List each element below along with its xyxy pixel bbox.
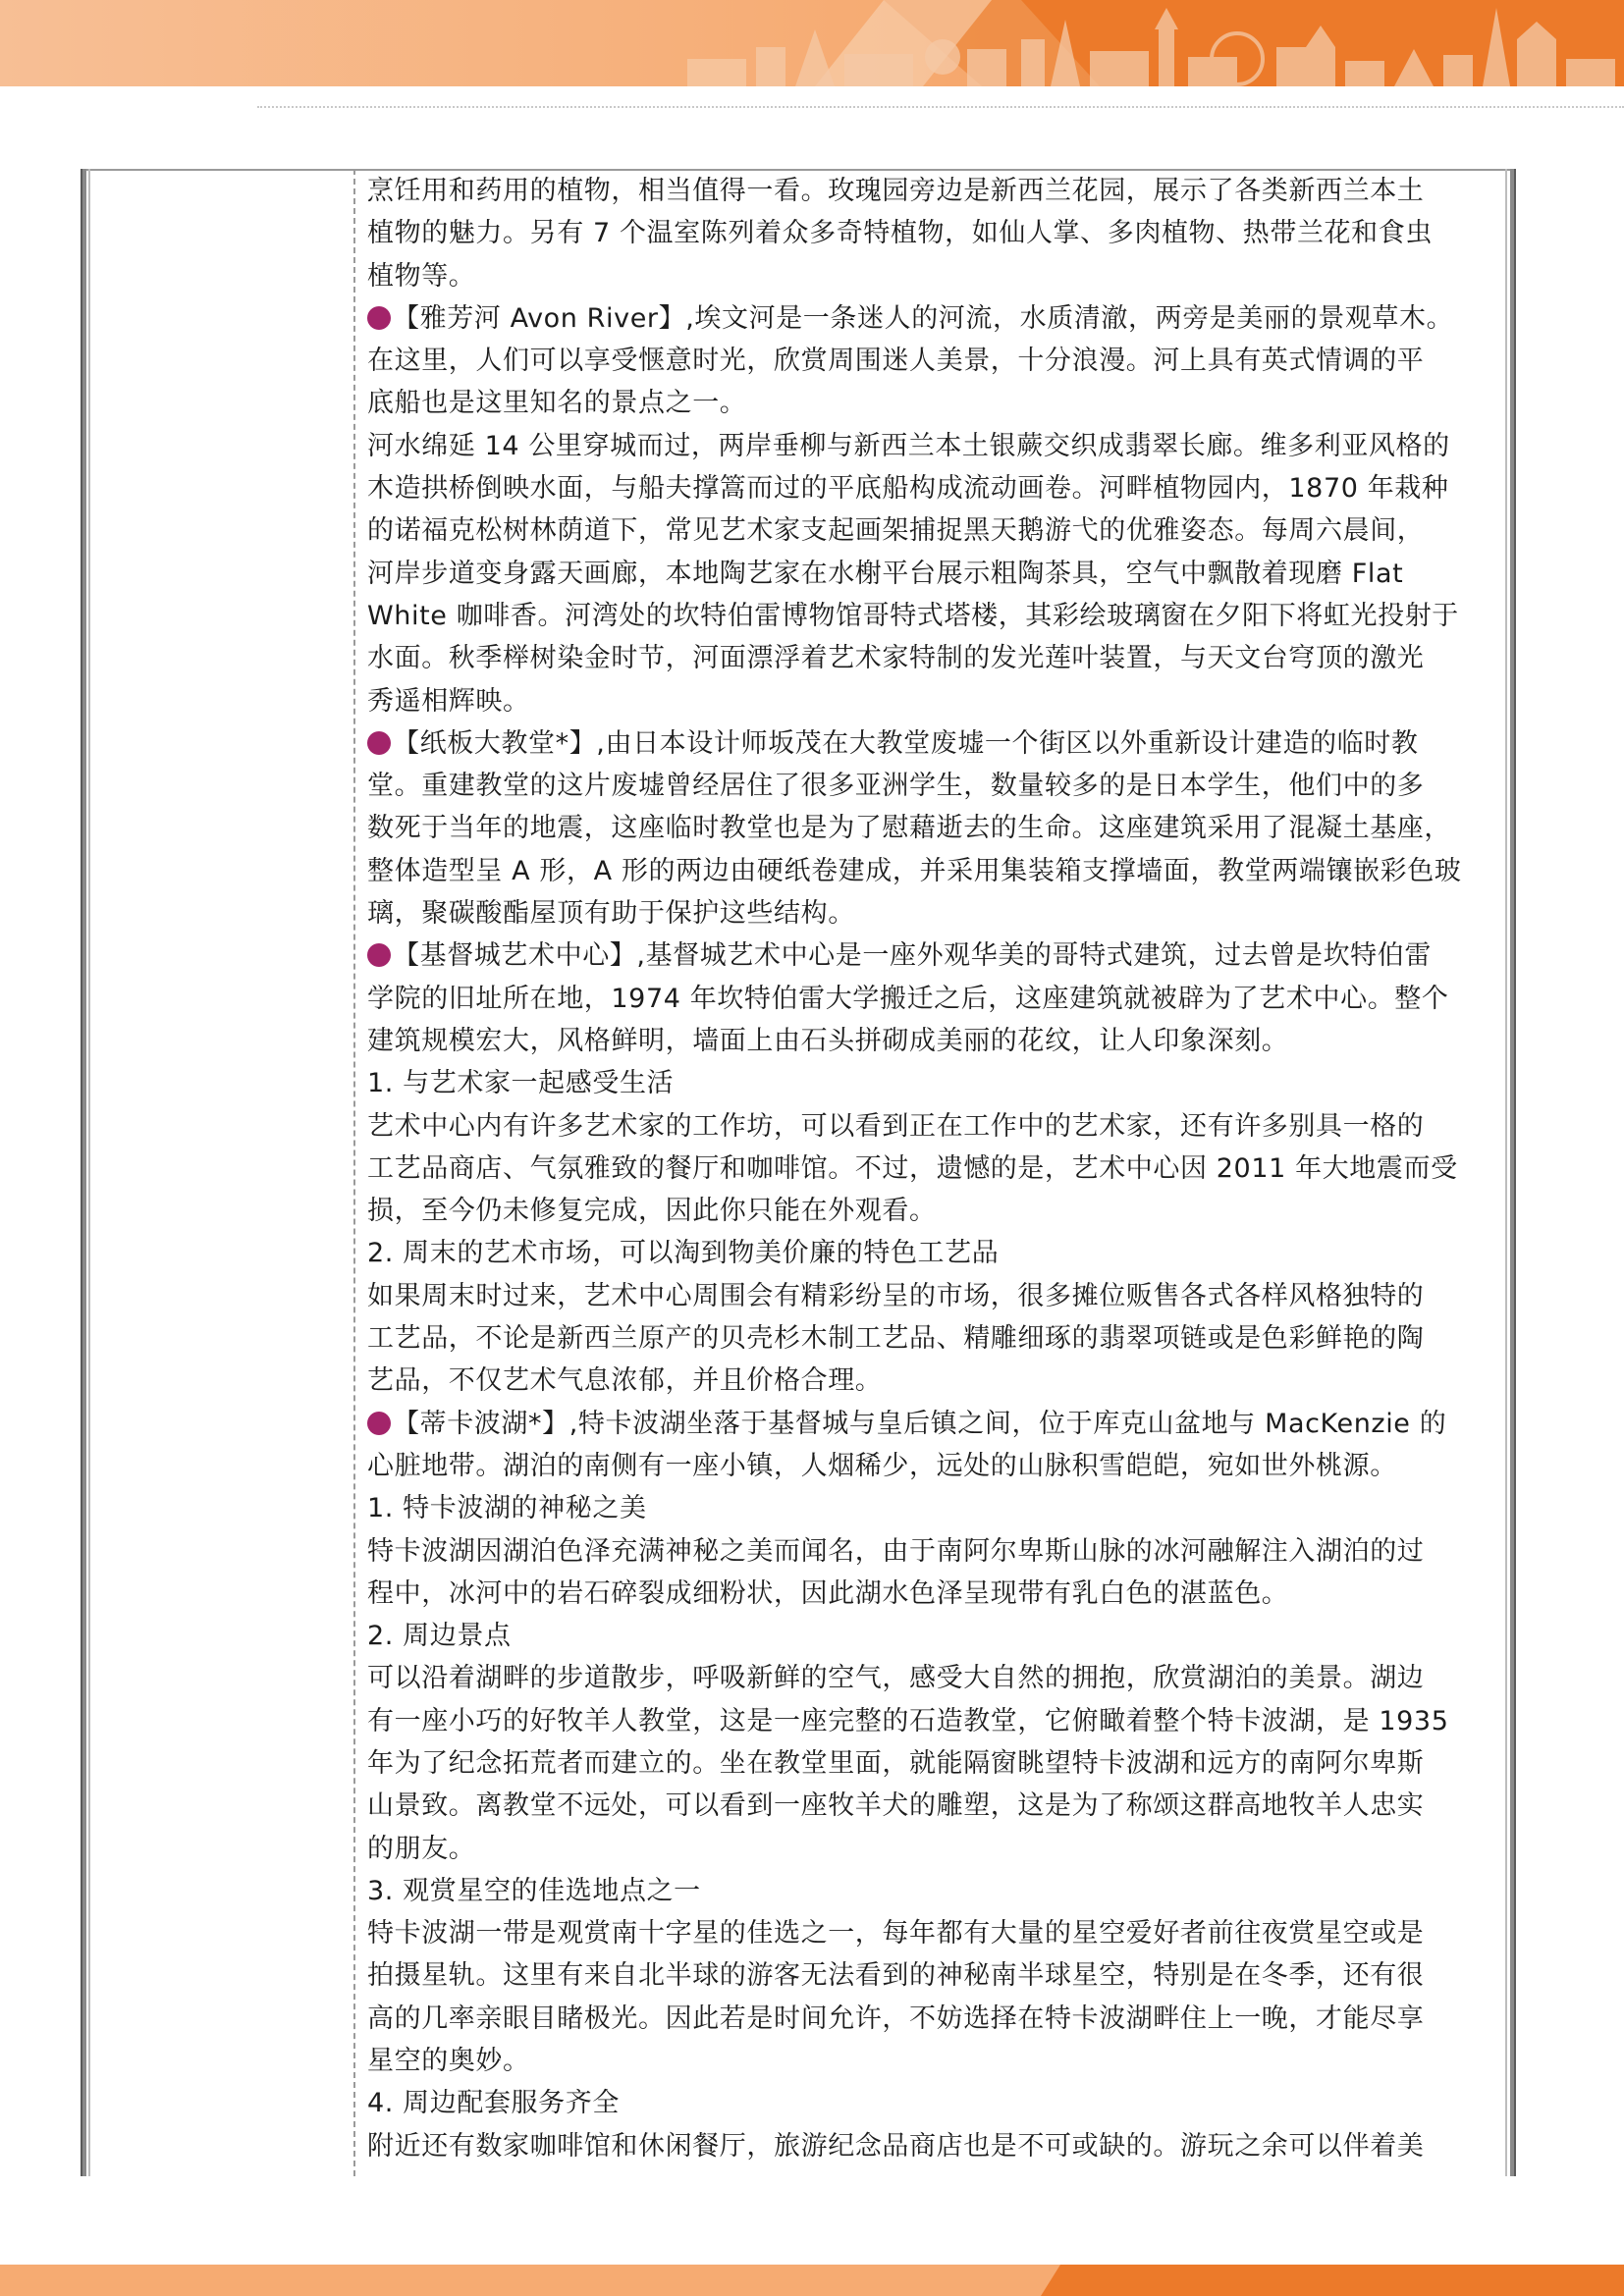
text-line — [367, 1998, 1502, 2040]
text-line — [367, 2125, 1502, 2167]
text-line — [367, 1275, 1502, 1317]
text-line-content: 拍摄星轨。这里有来自北半球的游客无法看到的神秘南半球星空，特别是在冬季，还有很 — [367, 1960, 1425, 1992]
text-line-content: 程中，冰河中的岩石碎裂成细粉状，因此湖水色泽呈现带有乳白色的湛蓝色。 — [367, 1577, 1289, 1609]
text-line — [367, 1870, 1502, 1912]
text-line-content: 水面。秋季榉树染金时节，河面漂浮着艺术家特制的发光莲叶装置，与天文台穹顶的激光 — [367, 643, 1425, 674]
text-line — [367, 807, 1502, 849]
text-line-content: 3. 观赏星空的佳选地点之一 — [367, 1875, 701, 1906]
text-line — [367, 340, 1502, 382]
text-line-content: 年为了纪念拓荒者而建立的。坐在教堂里面，就能隔窗眺望特卡波湖和远方的南阿尔卑斯 — [367, 1747, 1425, 1779]
text-line — [367, 680, 1502, 722]
header-banner-graphic — [0, 0, 1624, 86]
text-line-content: White 咖啡香。河湾处的坎特伯雷博物馆哥特式塔楼，其彩绘玻璃窗在夕阳下将虹光投射于 — [367, 600, 1459, 631]
text-line-content: 工艺品，不论是新西兰原产的贝壳杉木制工艺品、精雕细琢的翡翠项链或是色彩鲜艳的陶 — [367, 1323, 1425, 1355]
text-line — [367, 2040, 1502, 2082]
text-line — [367, 1828, 1502, 1870]
text-line-content: 植物等。 — [367, 260, 476, 292]
text-line-content: 损，至今仍未修复完成，因此你只能在外观看。 — [367, 1196, 937, 1227]
footer-band-graphic — [0, 2265, 1624, 2296]
text-line — [367, 1742, 1502, 1785]
text-line-content: 有一座小巧的好牧羊人教堂，这是一座完整的石造教堂，它俯瞰着整个特卡波湖，是 1935 — [367, 1705, 1449, 1736]
text-line — [367, 170, 1502, 212]
text-line — [367, 1105, 1502, 1148]
text-line-content: 的朋友。 — [367, 1833, 476, 1864]
text-line-content: 璃，聚碳酸酯屋顶有助于保护这些结构。 — [367, 898, 855, 930]
text-line-content: 数死于当年的地震，这座临时教堂也是为了慰藉逝去的生命。这座建筑采用了混凝土基座， — [367, 813, 1451, 844]
text-line-content: 工艺品商店、气氛雅致的餐厅和咖啡馆。不过，遗憾的是，艺术中心因 2011 年大地震而受 — [367, 1152, 1458, 1184]
text-line — [367, 978, 1502, 1020]
text-line-content: 秀遥相辉映。 — [367, 685, 530, 717]
text-line — [367, 1912, 1502, 1954]
text-line — [367, 212, 1502, 254]
table-border-right-inner — [1505, 169, 1507, 2176]
text-line — [367, 1615, 1502, 1657]
text-line — [367, 1190, 1502, 1232]
text-line — [367, 1020, 1502, 1062]
bullet-dot-icon — [367, 306, 391, 330]
footer-band — [0, 2265, 1624, 2296]
text-line — [367, 1954, 1502, 1997]
text-line-content: 可以沿着湖畔的步道散步，呼吸新鲜的空气，感受大自然的拥抱，欣赏湖泊的美景。湖边 — [367, 1663, 1425, 1694]
text-line-content: 学院的旧址所在地，1974 年坎特伯雷大学搬迁之后，这座建筑就被辟为了艺术中心。整个 — [367, 983, 1449, 1014]
table-border-left-inner — [88, 169, 90, 2176]
table-border-left — [81, 169, 86, 2176]
text-line-content: 1. 特卡波湖的神秘之美 — [367, 1493, 647, 1524]
text-line-content: 艺品，不仅艺术气息浓郁，并且价格合理。 — [367, 1365, 883, 1397]
text-line-content: 1. 与艺术家一起感受生活 — [367, 1068, 675, 1099]
text-line — [367, 1573, 1502, 1615]
text-line — [367, 1700, 1502, 1742]
bullet-dot-icon — [367, 1412, 391, 1435]
text-line-content: 河岸步道变身露天画廊，本地陶艺家在水榭平台展示粗陶茶具，空气中飘散着现磨 Flat — [367, 558, 1404, 589]
text-line-content: 2. 周边景点 — [367, 1621, 512, 1652]
text-line-content: 特卡波湖一带是观赏南十字星的佳选之一，每年都有大量的星空爱好者前往夜赏星空或是 — [367, 1918, 1425, 1949]
text-line-content: 高的几率亲眼目睹极光。因此若是时间允许，不妨选择在特卡波湖畔住上一晚，才能尽享 — [367, 2002, 1425, 2034]
text-line — [367, 425, 1502, 467]
section-heading-line — [367, 1403, 1502, 1445]
text-line — [367, 1445, 1502, 1487]
text-line — [367, 595, 1502, 637]
section-heading-line — [367, 297, 1502, 340]
text-line — [367, 1062, 1502, 1104]
text-line-content: 堂。重建教堂的这片废墟曾经居住了很多亚洲学生，数量较多的是日本学生，他们中的多 — [367, 771, 1425, 802]
text-line-content: 附近还有数家咖啡馆和休闲餐厅，旅游纪念品商店也是不可或缺的。游玩之余可以伴着美 — [367, 2130, 1425, 2162]
itinerary-text — [367, 170, 1502, 2167]
text-line-content: 艺术中心内有许多艺术家的工作坊，可以看到正在工作中的艺术家，还有许多别具一格的 — [367, 1110, 1425, 1142]
text-line-content: 山景致。离教堂不远处，可以看到一座牧羊犬的雕塑，这是为了称颂这群高地牧羊人忠实 — [367, 1790, 1425, 1822]
text-line-content: 在这里，人们可以享受惬意时光，欣赏周围迷人美景，十分浪漫。河上具有英式情调的平 — [367, 346, 1425, 377]
text-line — [367, 1487, 1502, 1529]
table-column-divider — [353, 169, 355, 2176]
text-line — [367, 553, 1502, 595]
text-line — [367, 382, 1502, 424]
text-line-content: 心脏地带。湖泊的南侧有一座小镇，人烟稀少，远处的山脉积雪皑皑，宛如世外桃源。 — [367, 1450, 1397, 1481]
text-line — [367, 467, 1502, 509]
text-line-content: 4. 周边配套服务齐全 — [367, 2088, 620, 2119]
header-banner — [0, 0, 1624, 86]
text-line-content: 如果周末时过来，艺术中心周围会有精彩纷呈的市场，很多摊位贩售各式各样风格独特的 — [367, 1280, 1425, 1311]
text-line — [367, 1785, 1502, 1827]
text-line-content: 整体造型呈 A 形，A 形的两边由硬纸卷建成，并采用集装箱支撑墙面，教堂两端镶嵌彩色玻 — [367, 855, 1462, 886]
text-line — [367, 1360, 1502, 1402]
text-line-content: 【蒂卡波湖*】,特卡波湖坐落于基督城与皇后镇之间，位于库克山盆地与 MacKenzie 的 — [393, 1408, 1447, 1439]
text-line — [367, 2082, 1502, 2124]
text-line-content: 星空的奥妙。 — [367, 2046, 530, 2077]
section-heading-line — [367, 934, 1502, 977]
header-divider — [257, 106, 1624, 108]
text-line — [367, 637, 1502, 679]
text-line — [367, 1317, 1502, 1360]
text-line — [367, 255, 1502, 297]
text-line-content: 【雅芳河 Avon River】,埃文河是一条迷人的河流，水质清澈，两旁是美丽的景观草木。 — [393, 302, 1454, 334]
text-line — [367, 1657, 1502, 1699]
section-heading-line — [367, 722, 1502, 765]
bullet-dot-icon — [367, 943, 391, 967]
text-line-content: 2. 周末的艺术市场，可以淘到物美价廉的特色工艺品 — [367, 1238, 1000, 1269]
text-line-content: 特卡波湖因湖泊色泽充满神秘之美而闻名，由于南阿尔卑斯山脉的冰河融解注入湖泊的过 — [367, 1535, 1425, 1567]
text-line — [367, 765, 1502, 807]
text-line-content: 烹饪用和药用的植物，相当值得一看。玫瑰园旁边是新西兰花园，展示了各类新西兰本土 — [367, 176, 1425, 206]
text-line-content: 河水绵延 14 公里穿城而过，两岸垂柳与新西兰本土银蕨交织成翡翠长廊。维多利亚风格的 — [367, 430, 1450, 461]
text-line — [367, 1148, 1502, 1190]
text-line — [367, 892, 1502, 934]
text-line-content: 【基督城艺术中心】,基督城艺术中心是一座外观华美的哥特式建筑，过去曾是坎特伯雷 — [393, 940, 1432, 972]
text-line — [367, 1530, 1502, 1573]
text-line — [367, 850, 1502, 892]
text-line-content: 【纸板大教堂*】,由日本设计师坂茂在大教堂废墟一个街区以外重新设计建造的临时教 — [393, 727, 1419, 759]
text-line-content: 植物的魅力。另有 7 个温室陈列着众多奇特植物，如仙人掌、多肉植物、热带兰花和食虫 — [367, 218, 1433, 249]
text-line-content: 建筑规模宏大，风格鲜明，墙面上由石头拼砌成美丽的花纹，让人印象深刻。 — [367, 1025, 1289, 1056]
text-line-content: 的诺福克松树林荫道下，常见艺术家支起画架捕捉黑天鹅游弋的优雅姿态。每周六晨间， — [367, 515, 1425, 547]
text-line-content: 底船也是这里知名的景点之一。 — [367, 388, 747, 419]
text-line — [367, 1232, 1502, 1274]
text-line — [367, 509, 1502, 552]
table-border-right — [1510, 169, 1516, 2176]
text-line-content: 木造拱桥倒映水面，与船夫撑篙而过的平底船构成流动画卷。河畔植物园内，1870 年栽种 — [367, 473, 1449, 505]
bullet-dot-icon — [367, 731, 391, 755]
